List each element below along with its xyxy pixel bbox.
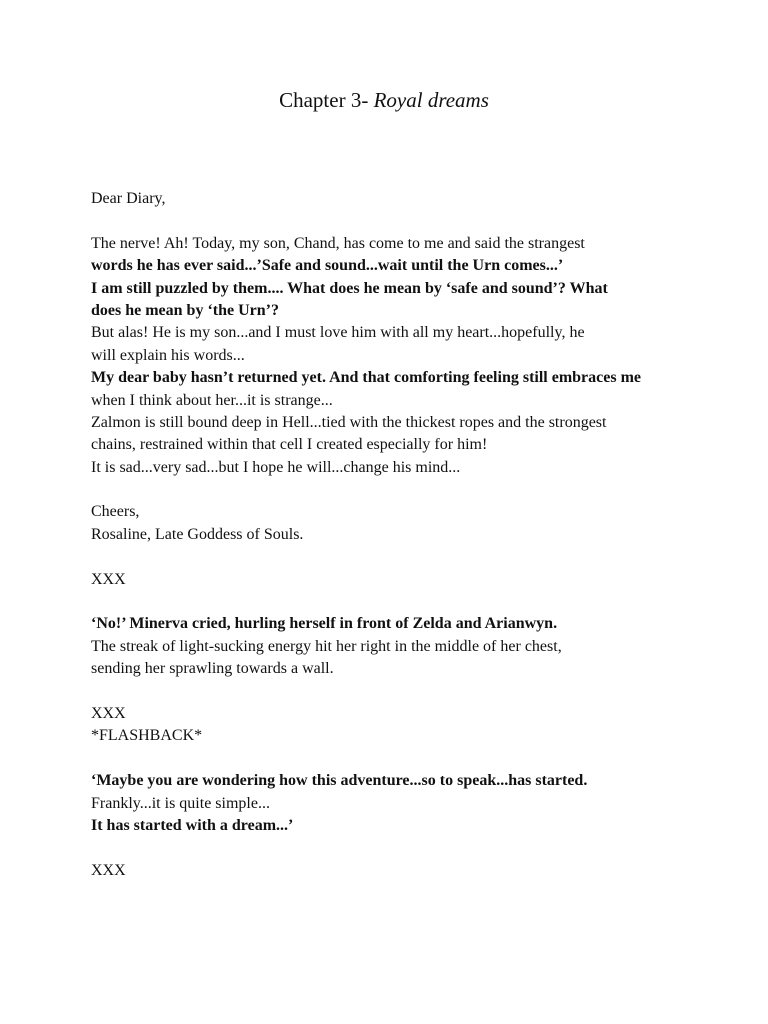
text-line: It has started with a dream...’ xyxy=(91,816,294,834)
text-line: chains, restrained within that cell I created especially for him! xyxy=(91,436,488,454)
text-line: Cheers, xyxy=(91,503,140,521)
text-line: does he mean by ‘the Urn’? xyxy=(91,301,279,319)
text-line: My dear baby hasn’t returned yet. And that comforting feeling still embraces me xyxy=(91,369,642,387)
text-line: XXX xyxy=(91,570,126,588)
text-line: But alas! He is my son...and I must love him with all my heart...hopefully, he xyxy=(91,324,585,342)
chapter-title-prefix: Chapter 3- xyxy=(279,88,374,112)
text-line: words he has ever said...’Safe and sound...wait until the Urn comes...’ xyxy=(91,257,564,275)
blank-line xyxy=(91,681,691,703)
chapter-title-name: Royal dreams xyxy=(373,88,489,112)
text-line: ‘Maybe you are wondering how this adventure...so to speak...has started. xyxy=(91,772,588,790)
chapter-title xyxy=(0,87,768,113)
text-line: Zalmon is still bound deep in Hell...tied with the thickest ropes and the strongest xyxy=(91,413,607,431)
text-line: The nerve! Ah! Today, my son, Chand, has come to me and said the strangest xyxy=(91,234,585,252)
text-line: Rosaline, Late Goddess of Souls. xyxy=(91,525,304,543)
diary-body xyxy=(91,188,691,882)
text-line: will explain his words... xyxy=(91,346,245,364)
blank-line xyxy=(91,210,691,232)
text-line: when I think about her...it is strange... xyxy=(91,391,333,409)
text-line: Frankly...it is quite simple... xyxy=(91,794,270,812)
text-line: ‘No!’ Minerva cried, hurling herself in front of Zelda and Arianwyn. xyxy=(91,615,558,633)
blank-line xyxy=(91,837,691,859)
text-line: The streak of light-sucking energy hit her right in the middle of her chest, xyxy=(91,637,562,655)
blank-line xyxy=(91,748,691,770)
text-line: sending her sprawling towards a wall. xyxy=(91,660,334,678)
text-line: Dear Diary, xyxy=(91,190,166,207)
blank-line xyxy=(91,479,691,501)
blank-line xyxy=(91,591,691,613)
text-line: *FLASHBACK* xyxy=(91,727,203,745)
text-line: It is sad...very sad...but I hope he will...change his mind... xyxy=(91,458,461,476)
blank-line xyxy=(91,546,691,568)
text-line: I am still puzzled by them.... What does he mean by ‘safe and sound’? What xyxy=(91,279,608,297)
text-line: XXX xyxy=(91,861,126,879)
text-line: XXX xyxy=(91,704,126,722)
